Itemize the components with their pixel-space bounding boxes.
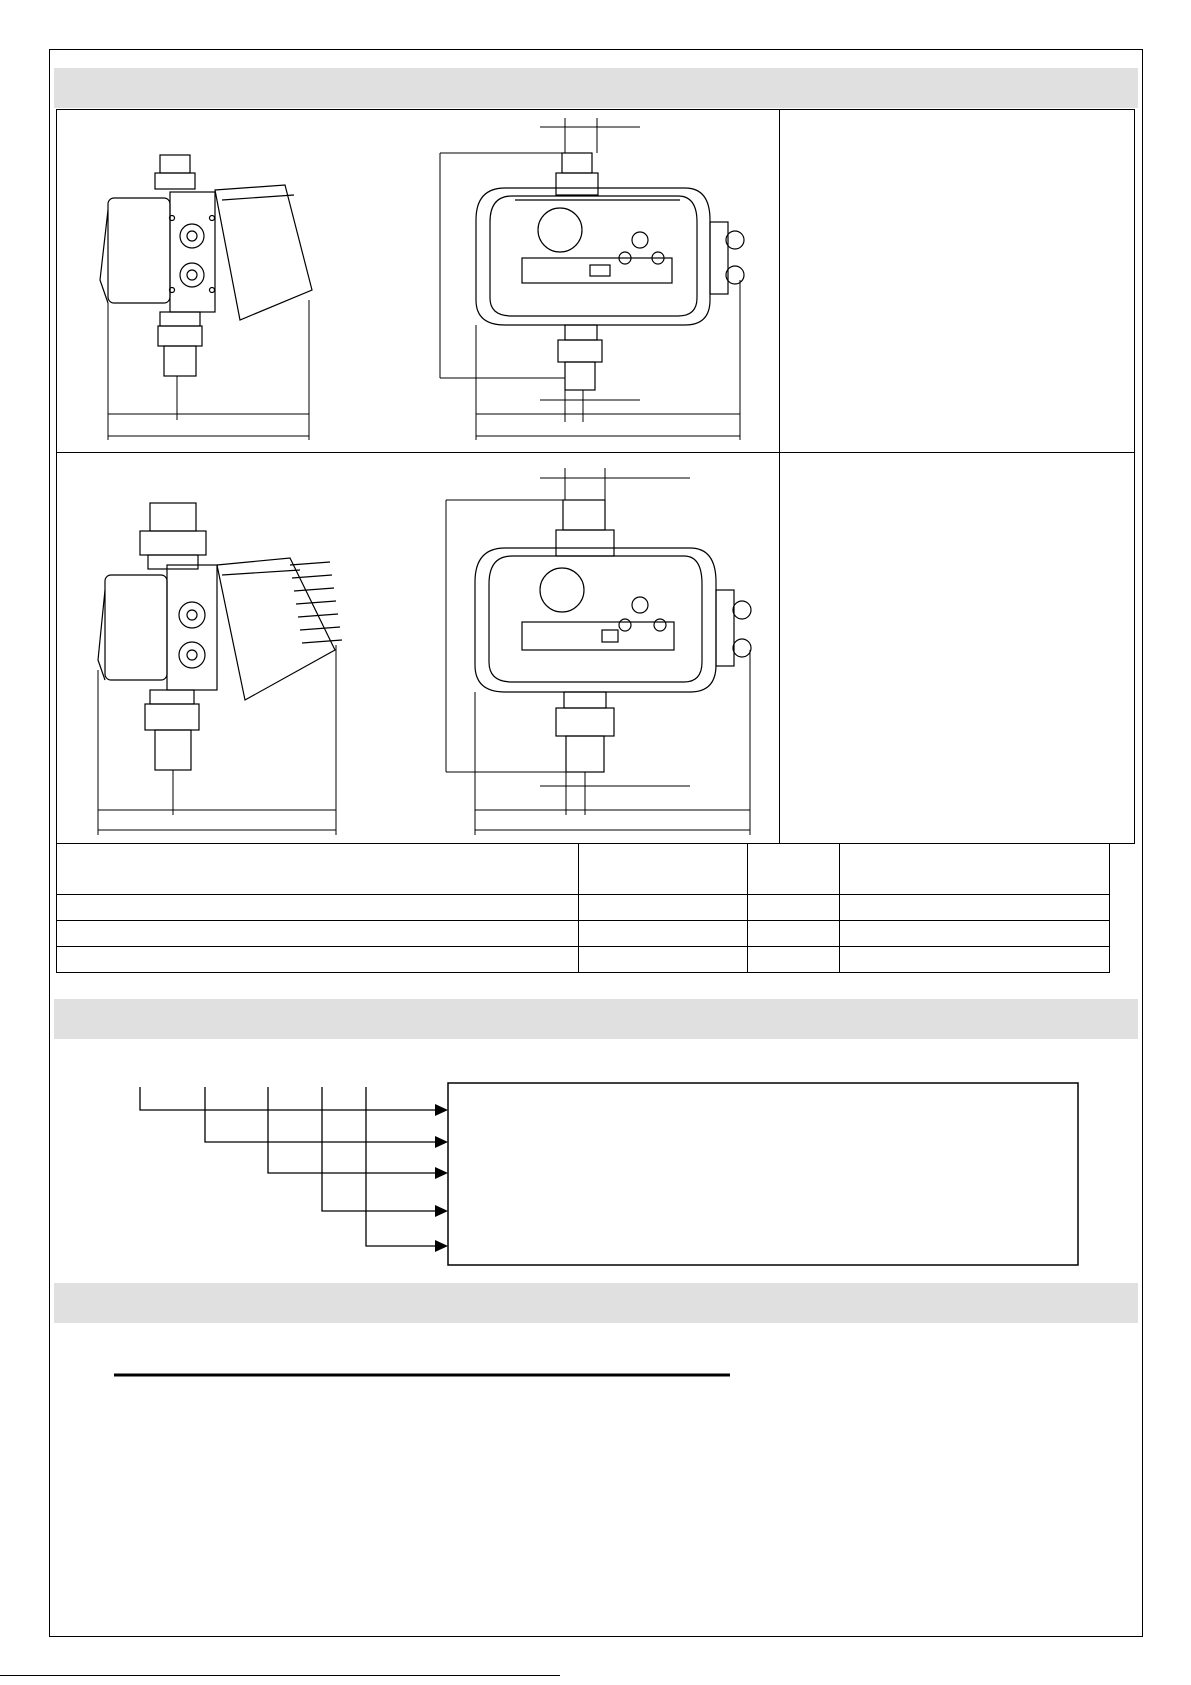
designation-code-tree (140, 1083, 1078, 1265)
table-header-row (57, 844, 1110, 895)
table-row (57, 921, 1110, 947)
dimension-lines-top-left (108, 300, 309, 440)
table-cell (578, 947, 748, 973)
table-cell (578, 895, 748, 921)
table-cell (748, 921, 840, 947)
spec-table (56, 843, 1110, 973)
side-view-drawing-top (100, 155, 312, 376)
front-view-drawing-bottom (475, 500, 751, 772)
table-cell (578, 921, 748, 947)
table-header-cell (57, 844, 579, 895)
table-row (57, 895, 1110, 921)
table-cell (748, 895, 840, 921)
table-cell (57, 895, 579, 921)
table-cell (748, 947, 840, 973)
table-cell (840, 895, 1110, 921)
front-view-drawing-top (476, 153, 744, 390)
table-cell (840, 921, 1110, 947)
table-cell (57, 921, 579, 947)
side-view-drawing-bottom (98, 503, 342, 770)
dimension-lines-top-right (440, 118, 740, 440)
table-cell (57, 947, 579, 973)
footer-rule (0, 1675, 560, 1676)
table-cell (840, 947, 1110, 973)
table-row (57, 947, 1110, 973)
dimension-lines-bottom-right (446, 468, 750, 835)
arrow-right-icon (435, 1104, 448, 1252)
table-header-cell (840, 844, 1110, 895)
table-header-cell (578, 844, 748, 895)
table-header-cell (748, 844, 840, 895)
